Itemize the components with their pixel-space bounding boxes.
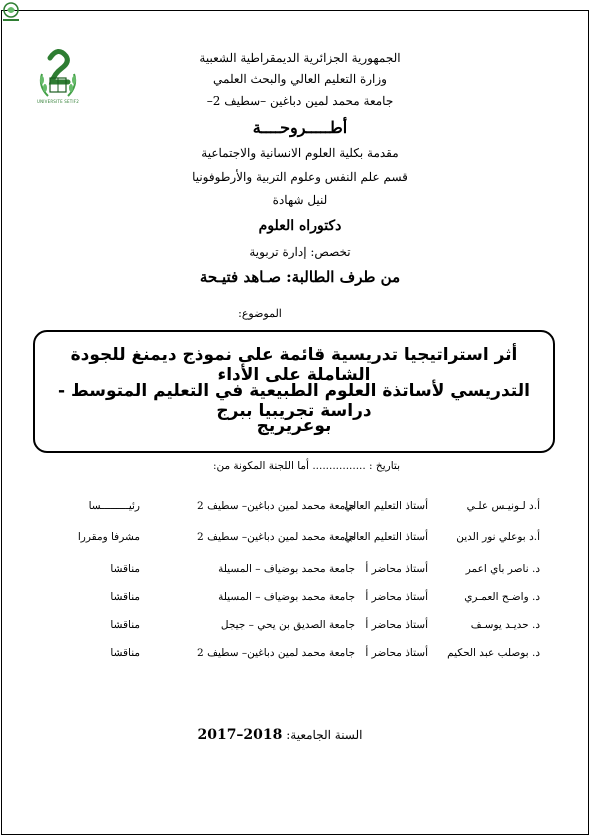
member-rank: أستاذ محاضر أ	[365, 591, 428, 603]
academic-year	[160, 727, 400, 743]
member-name: أ.د بوعلي نور الدين	[456, 531, 540, 543]
member-role: مناقشا	[110, 619, 140, 631]
member-name: د. حديـد يوسـف	[470, 619, 540, 631]
committee-row	[40, 563, 540, 581]
member-role: مناقشا	[110, 591, 140, 603]
ministry-name: وزارة التعليم العالي والبحث العلمي	[213, 72, 387, 86]
degree-name: دكتوراه العلوم	[258, 218, 342, 234]
faculty-name: مقدمة بكلية العلوم الانسانية والاجتماعية	[201, 146, 399, 160]
member-role: مناقشا	[110, 563, 140, 575]
member-rank: أستاذ محاضر أ	[365, 563, 428, 575]
corner-logo-icon	[0, 0, 22, 24]
committee-intro: بتاريخ : ................ أما اللجنة المكونة من:	[212, 460, 400, 472]
academic-year-label: السنة الجامعية:	[286, 728, 363, 742]
member-university: جامعة محمد لمين دباغين– سطيف 2	[197, 647, 355, 659]
member-university: جامعة الصديق بن يحي – جيجل	[220, 619, 355, 631]
member-rank: أستاذ محاضر أ	[365, 647, 428, 659]
committee-row	[40, 500, 540, 518]
member-name: د. واضـح العمـري	[464, 591, 540, 603]
member-university: جامعة محمد لمين دباغين– سطيف 2	[197, 500, 355, 512]
republic-name: الجمهورية الجزائرية الديمقراطية الشعبية	[199, 51, 401, 65]
logo-caption: UNIVERSITE SETIF2	[36, 99, 80, 104]
member-rank: أستاذ محاضر أ	[365, 619, 428, 631]
student-name: من طرف الطالبة: صـاهد فتيـحة	[199, 268, 401, 286]
member-rank: أستاذ التعليم العالي	[344, 531, 428, 543]
degree-intro: لنيل شهادة	[272, 193, 328, 207]
member-role: مناقشا	[110, 647, 140, 659]
department-name: قسم علم النفس وعلوم التربية والأرطوفونيا	[192, 170, 408, 184]
member-name: د. بوصلب عبد الحكيم	[447, 647, 540, 659]
committee-row	[40, 591, 540, 609]
committee-row	[40, 531, 540, 549]
thesis-title-line-2: التدريسي لأساتذة العلوم الطبيعية في التعليم المتوسط - دراسة تجريبيا ببرج	[58, 381, 530, 421]
academic-year-value: 2017–2018	[197, 727, 283, 743]
committee-row	[40, 619, 540, 637]
member-university: جامعة محمد بوضياف – المسيلة	[218, 591, 355, 603]
subject-label: الموضوع:	[238, 307, 282, 320]
member-name: د. ناصر باي اعمر	[465, 563, 540, 575]
member-role: مشرفا ومقررا	[77, 531, 140, 543]
specialty: تخصص: إدارة تربوية	[249, 245, 351, 259]
member-university: جامعة محمد لمين دباغين– سطيف 2	[197, 531, 355, 543]
member-university: جامعة محمد بوضياف – المسيلة	[218, 563, 355, 575]
thesis-title-line-3: بوعريريج	[256, 416, 332, 436]
university-logo-icon	[36, 44, 80, 102]
thesis-title-line-1: أثر استراتيجيا تدريسية قائمة على نموذج ديمنغ للجودة الشاملة على الأداء	[70, 345, 518, 385]
member-role: رئيـــــــــسا	[88, 500, 140, 512]
member-rank: أستاذ التعليم العالي	[344, 500, 428, 512]
university-name: جامعة محمد لمين دباغين –سطيف 2–	[206, 94, 394, 108]
committee-row	[40, 647, 540, 665]
document-type: أطـــــروحــــة	[252, 118, 348, 137]
member-name: أ.د لـونيـس علـي	[466, 500, 540, 512]
